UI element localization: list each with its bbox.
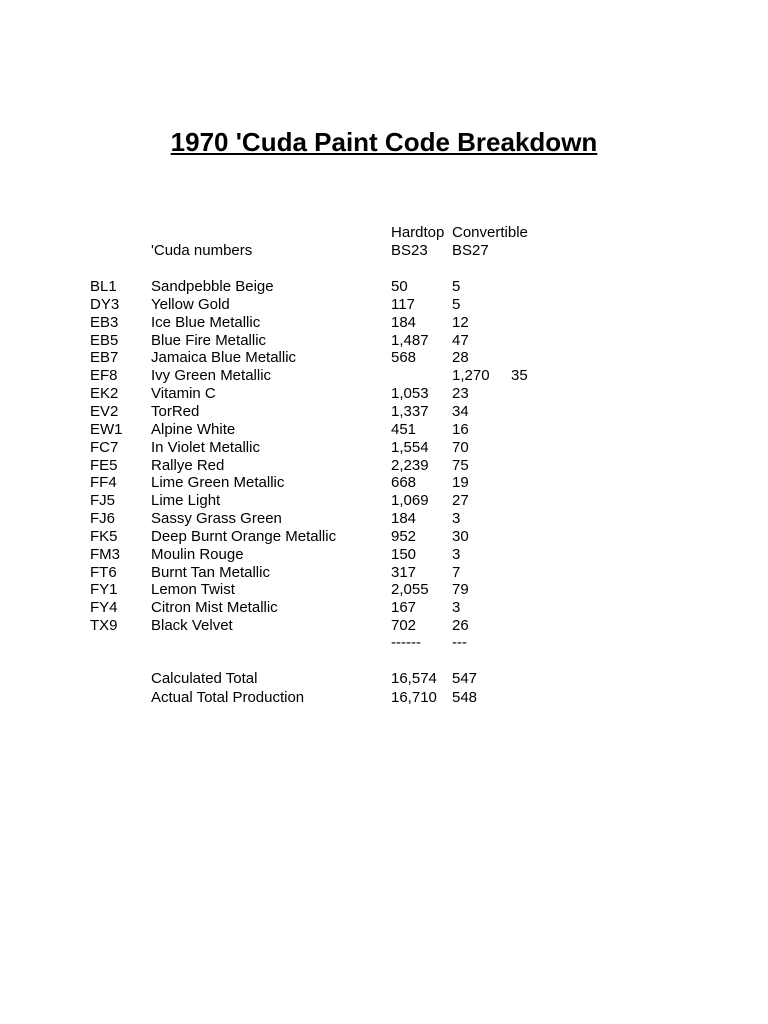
paint-code: EB3 [90,313,119,331]
paint-name: Alpine White [151,420,236,438]
table-row [0,421,768,439]
paint-name: Black Velvet [151,617,233,635]
table-row [0,564,768,582]
paint-name: Lime Green Metallic [151,474,285,492]
actual-total-convertible: 548 [452,689,478,706]
paint-name: Lemon Twist [151,581,235,599]
convertible-count: 79 [452,581,469,599]
convertible-count: 75 [452,456,469,474]
convertible-header: Convertible [452,224,528,241]
convertible-count: 3 [452,545,461,563]
paint-code: FT6 [90,563,117,581]
convertible-count: 70 [452,438,469,456]
table-row [0,581,768,599]
table-row [0,474,768,492]
hardtop-count: 952 [391,527,417,545]
convertible-count: 5 [452,278,461,295]
convertible-count: 7 [452,563,461,581]
extra-value: 35 [511,367,528,385]
paint-code: DY3 [90,295,120,313]
hardtop-count: 317 [391,563,417,581]
convertible-count: 3 [452,510,461,528]
paint-name: Jamaica Blue Metallic [151,349,297,367]
hardtop-count: 1,337 [391,402,429,420]
convertible-count: 16 [452,420,469,438]
table-row [0,510,768,528]
paint-code: FE5 [90,456,118,474]
page-title: 1970 'Cuda Paint Code Breakdown [170,127,598,157]
paint-code: FY1 [90,581,118,599]
convertible-count: 3 [452,599,461,617]
convertible-count: 5 [452,295,461,313]
hardtop-count: 167 [391,599,417,617]
hardtop-count: 50 [391,278,408,295]
paint-code: FJ6 [90,510,116,528]
table-row [0,332,768,350]
hardtop-count: 1,053 [391,385,429,403]
convertible-body-code: BS27 [452,242,489,259]
table-row [0,599,768,617]
convertible-count: 30 [452,527,469,545]
hardtop-count: 2,239 [391,456,429,474]
paint-code: FM3 [90,545,120,563]
paint-name: TorRed [151,402,200,420]
paint-name: Sassy Grass Green [151,510,282,528]
hardtop-count: 150 [391,545,417,563]
cuda-numbers-label: 'Cuda numbers [151,242,253,259]
convertible-separator: --- [452,634,467,651]
paint-name: Deep Burnt Orange Metallic [151,527,337,545]
table-row [0,349,768,367]
paint-code: TX9 [90,617,118,635]
calculated-total-convertible: 547 [452,670,478,687]
paint-name: Ice Blue Metallic [151,313,261,331]
hardtop-count: 2,055 [391,581,429,599]
paint-code: FY4 [90,599,118,617]
hardtop-count: 451 [391,420,417,438]
table-row [0,385,768,403]
paint-code: FK5 [90,527,118,545]
table-row [0,617,768,635]
table-row [0,403,768,421]
paint-code: BL1 [90,278,117,295]
paint-name: In Violet Metallic [151,438,260,456]
paint-code: EB7 [90,349,119,367]
paint-name: Blue Fire Metallic [151,331,267,349]
convertible-count: 28 [452,349,469,367]
paint-code: EV2 [90,402,119,420]
table-row [0,492,768,510]
convertible-count: 34 [452,402,469,420]
hardtop-count: 668 [391,474,417,492]
hardtop-count: 117 [391,295,415,313]
paint-code: EW1 [90,420,123,438]
hardtop-count: 1,487 [391,331,429,349]
paint-code: EF8 [90,367,118,385]
hardtop-count: 568 [391,349,417,367]
paint-name: Citron Mist Metallic [151,599,278,617]
convertible-count: 12 [452,313,469,331]
actual-total-label: Actual Total Production [151,689,305,706]
paint-name: Vitamin C [151,385,216,403]
table-row [0,278,768,296]
calculated-total-label: Calculated Total [151,670,258,687]
paint-name: Yellow Gold [151,295,230,313]
table-row [0,546,768,564]
paint-code: FC7 [90,438,119,456]
convertible-count: 1,270 [452,367,490,385]
actual-total-hardtop: 16,710 [391,689,437,706]
hardtop-body-code: BS23 [391,242,428,259]
paint-code: EK2 [90,385,119,403]
hardtop-count: 184 [391,313,417,331]
hardtop-count: 1,069 [391,492,429,510]
table-row [0,367,768,385]
hardtop-count: 1,554 [391,438,429,456]
paint-name: Rallye Red [151,456,225,474]
convertible-count: 27 [452,492,469,510]
table-row [0,528,768,546]
hardtop-header: Hardtop [391,224,445,241]
paint-code: FF4 [90,474,117,492]
table-row [0,314,768,332]
paint-code: EB5 [90,331,119,349]
hardtop-count: 702 [391,617,417,635]
paint-name: Ivy Green Metallic [151,367,272,385]
paint-name: Lime Light [151,492,221,510]
convertible-count: 23 [452,385,469,403]
paint-name: Burnt Tan Metallic [151,563,270,581]
paint-name: Sandpebble Beige [151,278,274,295]
paint-name: Moulin Rouge [151,545,244,563]
table-row [0,439,768,457]
calculated-total-hardtop: 16,574 [391,670,437,687]
convertible-count: 47 [452,331,469,349]
paint-code: FJ5 [90,492,116,510]
convertible-count: 26 [452,617,469,635]
table-row [0,457,768,475]
table-row [0,296,768,314]
hardtop-count: 184 [391,510,417,528]
hardtop-separator: ------ [391,634,421,651]
convertible-count: 19 [452,474,469,492]
